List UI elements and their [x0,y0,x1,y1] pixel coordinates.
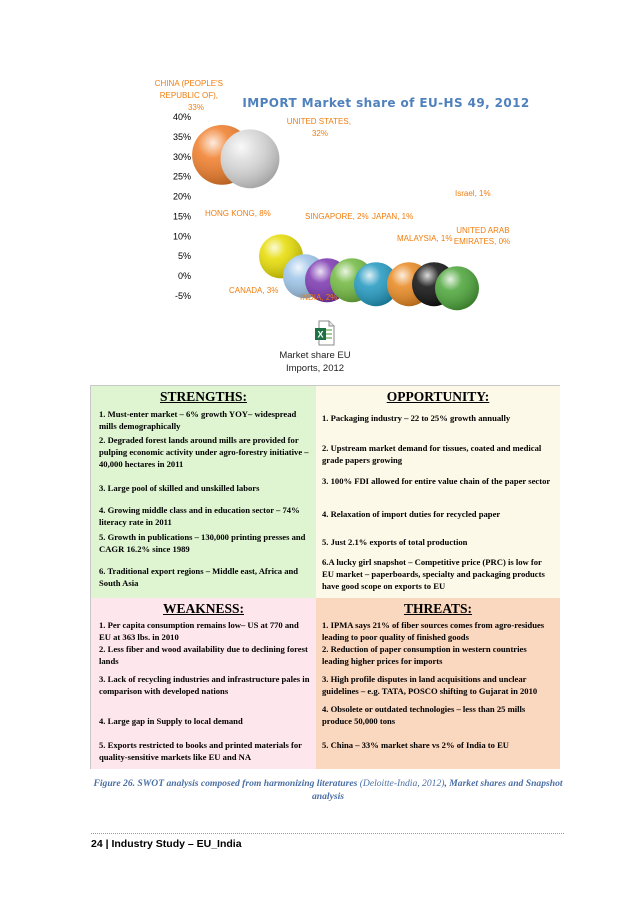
y-tick-label: 0% [177,271,191,282]
label-hong-kong: HONG KONG, 8% [205,209,271,218]
weakness-item: 4. Large gap in Supply to local demand [99,716,243,726]
strength-item: 3. Large pool of skilled and unskilled labors [99,483,260,493]
market-share-chart [0,0,638,330]
opportunity-item: 6.A lucky girl snapshot – Competitive price (PRC) is low for EU market – paperboards, specialty and packaging products have good scope on exports to EU [322,557,545,591]
label-singapore: SINGAPORE, 2% [305,212,369,221]
opportunity-item: 4. Relaxation of import duties for recycled paper [322,509,501,519]
bubble-9 [435,266,479,310]
footer-divider [91,833,564,834]
y-tick-label: 25% [172,171,191,182]
label-china: CHINA (PEOPLE'S REPUBLIC OF), 33% [154,79,223,112]
threat-item: 1. IPMA says 21% of fiber sources comes from agro-residues leading to poor quality of finished goods [322,620,545,642]
strength-item: 6. Traditional export regions – Middle east, Africa and South Asia [99,566,299,588]
y-tick-label: 20% [172,191,191,202]
label-canada: CANADA, 3% [229,286,279,295]
strength-item: 1. Must-enter market – 6% growth YOY– widespread mills demographically [99,409,297,431]
y-tick-label: 35% [172,131,191,142]
chart-title: IMPORT Market share of EU-HS 49, 2012 [242,96,530,110]
embedded-object-caption [260,349,370,375]
strength-item: 2. Degraded forest lands around mills are provided for pulping economic activity under agro-forestry initiative – 40,000 hectares in 2011 [99,435,309,469]
threats-heading: THREATS: [403,601,472,616]
embed-caption-line1: Market share EU [279,350,351,361]
threats-quadrant [316,598,560,769]
bubble-1 [221,129,280,188]
label-uae: UNITED ARAB EMIRATES, 0% [453,226,511,246]
caption-rest: , Market shares and Snapshot analysis [312,778,563,802]
opportunity-item: 5. Just 2.1% exports of total production [322,537,468,547]
y-tick-label: 40% [172,112,191,122]
weakness-item: 1. Per capita consumption remains low– US at 770 and EU at 363 lbs. in 2010 [99,620,299,642]
label-us: UNITED STATES, 32% [286,117,351,138]
threat-item: 3. High profile disputes in land acquisitions and unclear guidelines – e.g. TATA, POSCO shifting to Gujarat in 2010 [322,674,538,696]
label-india: INDIA, 2% [300,293,338,302]
y-tick-label: -5% [174,291,191,301]
strengths-quadrant [91,386,316,598]
svg-text:X: X [317,329,324,340]
figure-caption [88,777,568,803]
y-tick-label: 10% [172,231,191,242]
embed-caption-line2: Imports, 2012 [285,363,345,374]
weakness-item: 5. Exports restricted to books and printed materials for quality-sensitive markets like EU and NA [99,740,302,762]
threat-item: 4. Obsolete or outdated technologies – less than 25 mills produce 50,000 tons [322,704,526,726]
weakness-quadrant [91,598,316,769]
label-israel: Israel, 1% [455,189,491,198]
bubble-shine [435,266,479,310]
page-footer: 24 | Industry Study – EU_India [91,838,242,850]
weakness-heading: WEAKNESS: [162,601,245,616]
threat-item: 2. Reduction of paper consumption in western countries leading higher prices for imports [322,644,527,666]
swot-table [90,385,560,769]
y-tick-label: 5% [177,251,191,262]
y-tick-label: 30% [172,151,191,162]
opportunity-item: 3. 100% FDI allowed for entire value chain of the paper sector [322,476,551,486]
y-tick-label: 15% [172,211,191,222]
caption-citation: (Deloitte-India, 2012) [359,778,445,789]
bubble-shine [221,129,280,188]
opportunity-quadrant [316,386,560,598]
opportunity-item: 2. Upstream market demand for tissues, coated and medical grade papers growing [322,443,542,465]
opportunity-item: 1. Packaging industry – 22 to 25% growth annually [322,413,511,423]
label-malaysia: MALAYSIA, 1% [397,234,453,243]
caption-main: Figure 26. SWOT analysis composed from harmonizing literatures [93,778,360,789]
opportunity-heading: OPPORTUNITY: [386,389,490,404]
y-axis-ticks [173,112,191,301]
excel-icon[interactable] [315,320,335,346]
weakness-item: 2. Less fiber and wood availability due to declining forest lands [99,644,308,666]
label-japan: JAPAN, 1% [372,212,414,221]
strength-item: 5. Growth in publications – 130,000 printing presses and CAGR 16.2% since 1989 [99,532,306,554]
weakness-item: 3. Lack of recycling industries and infrastructure pales in comparison with developed nations [99,674,310,696]
threat-item: 5. China – 33% market share vs 2% of India to EU [322,740,510,750]
strength-item: 4. Growing middle class and in education sector – 74% literacy rate in 2011 [99,505,300,527]
strengths-heading: STRENGTHS: [159,389,248,404]
